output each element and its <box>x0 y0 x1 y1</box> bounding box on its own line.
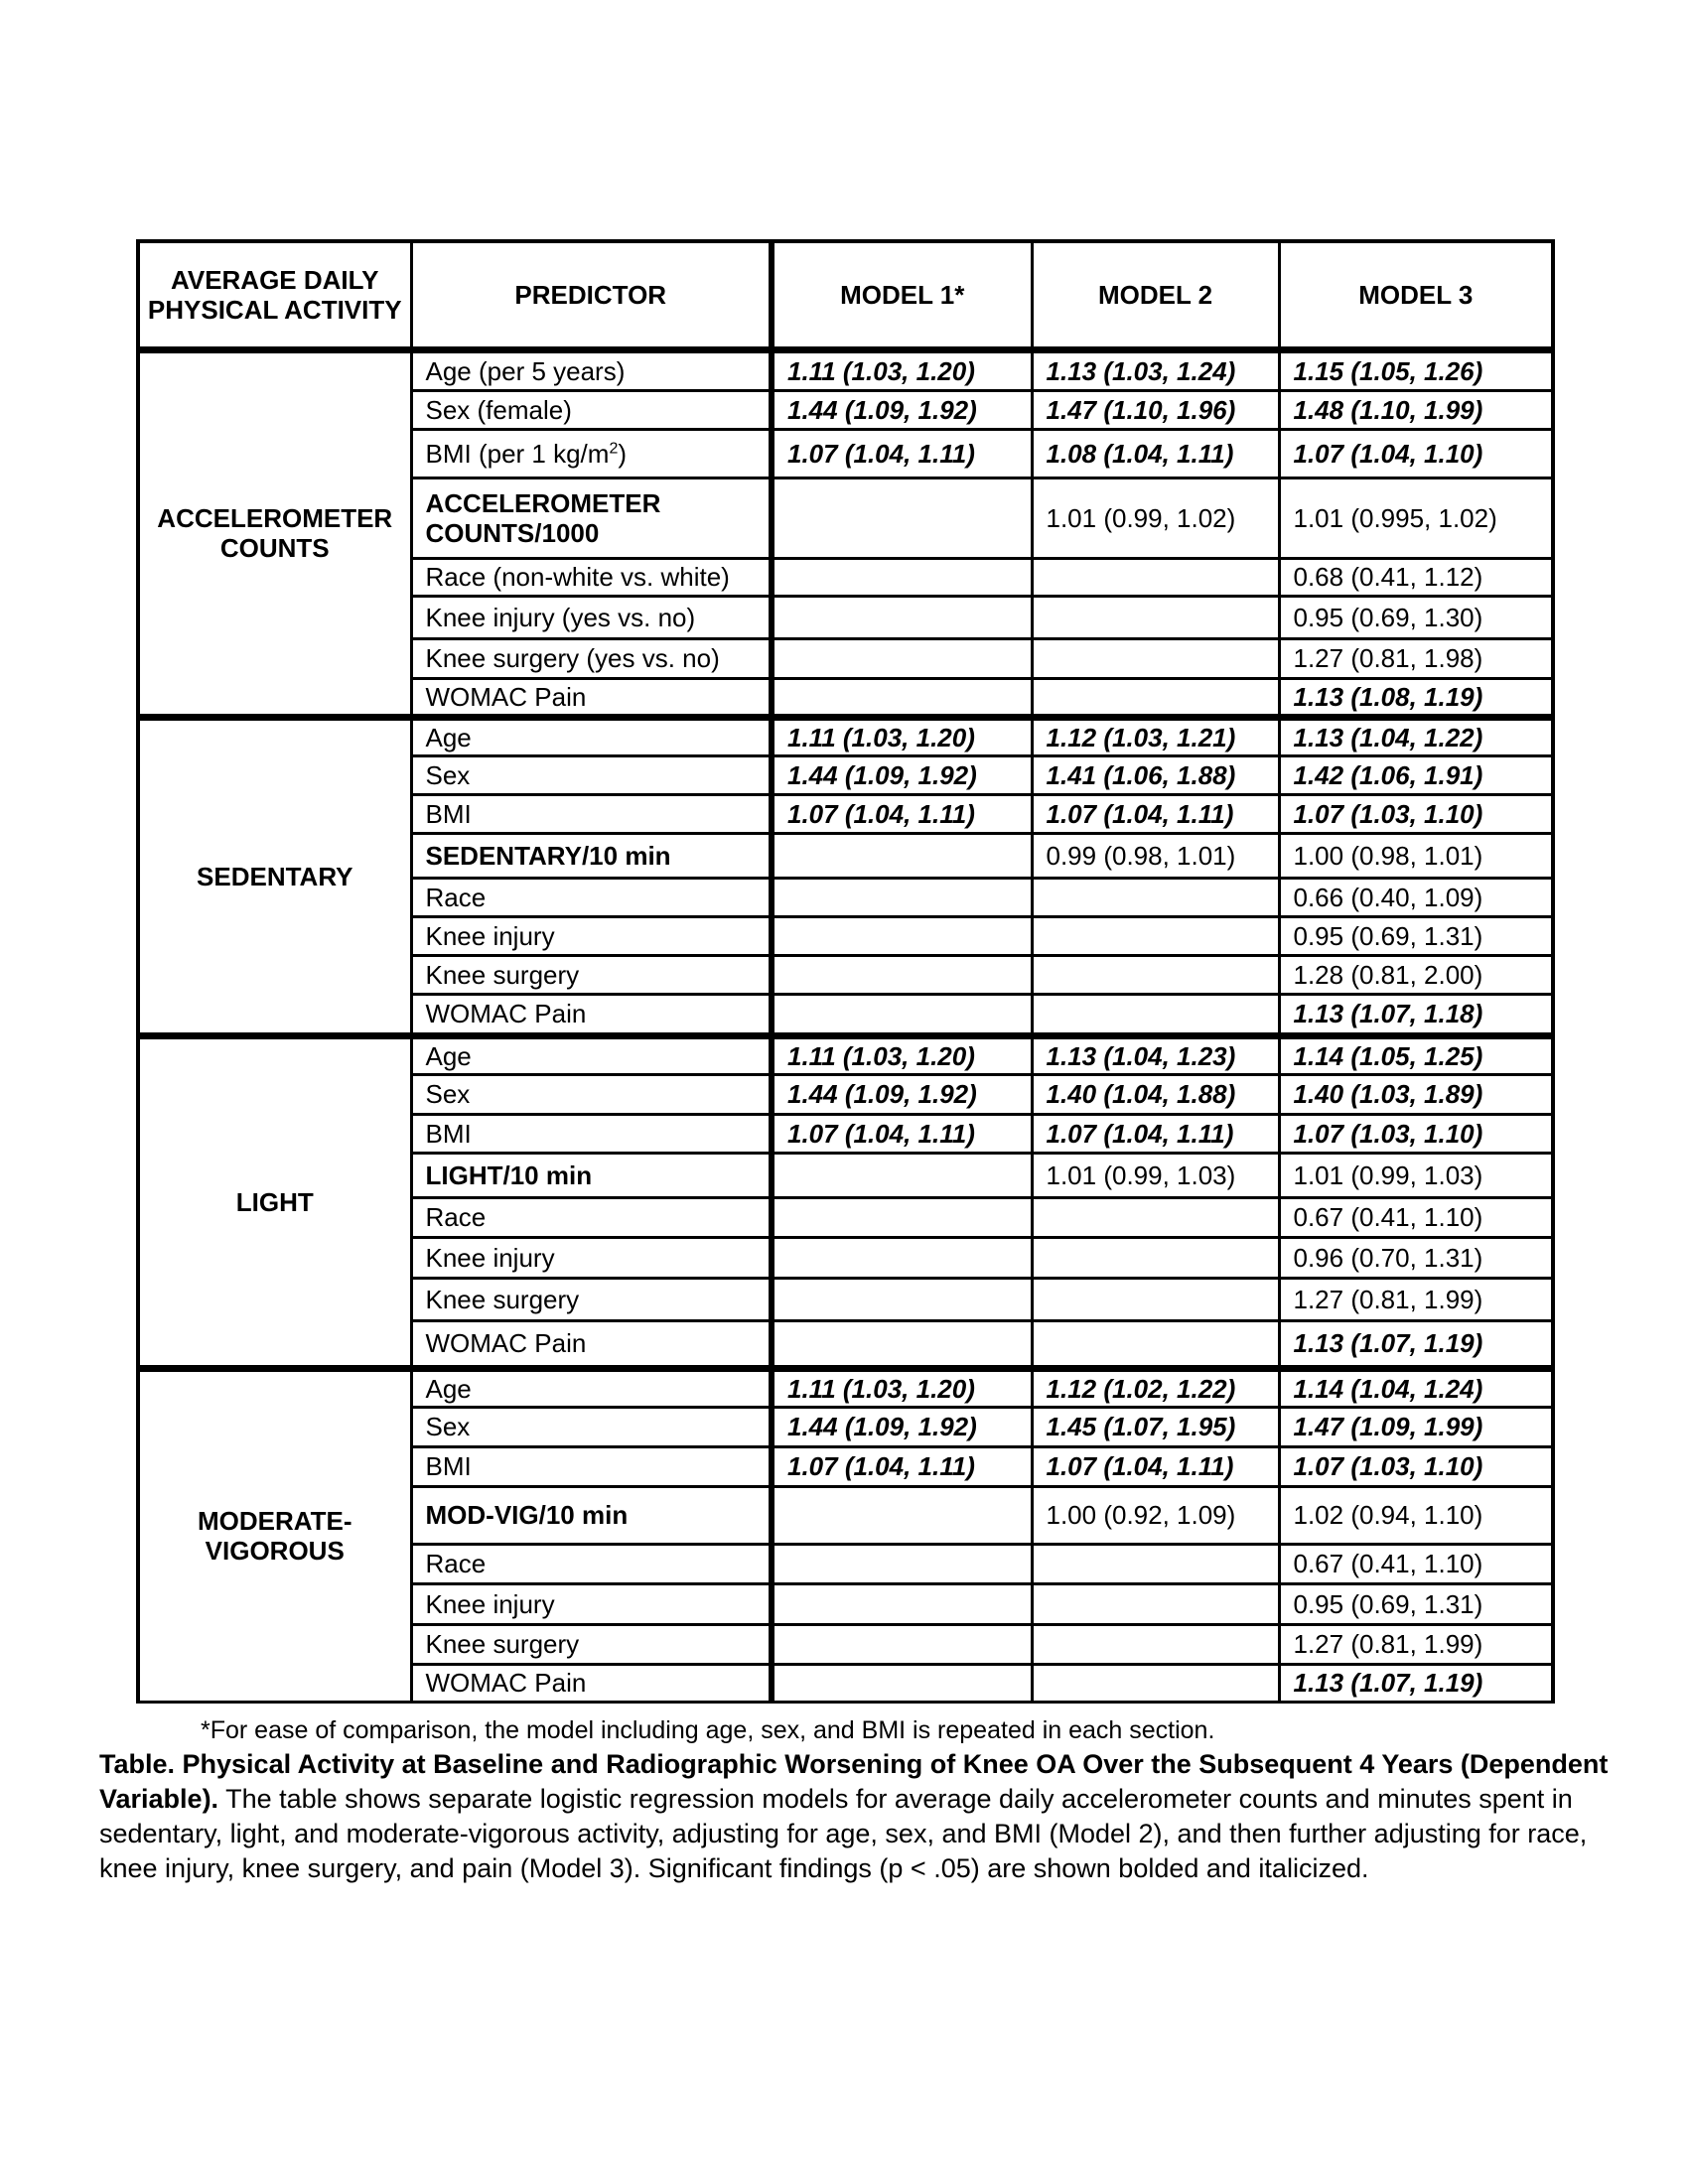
predictor-label: Race <box>425 882 487 912</box>
predictor-cell <box>411 994 772 1035</box>
predictor-cell <box>411 1624 772 1664</box>
predictor-label: Knee surgery <box>425 1284 580 1314</box>
predictor-label: WOMAC Pain <box>425 999 587 1028</box>
model-3-cell: 0.95 (0.69, 1.31) <box>1279 916 1553 955</box>
predictor-label: SEDENTARY/10 min <box>425 840 671 871</box>
model-3-cell: 1.13 (1.08, 1.19) <box>1279 678 1553 717</box>
predictor-label: BMI <box>425 1451 472 1481</box>
model-2-cell: 1.00 (0.92, 1.09) <box>1032 1486 1279 1544</box>
model-1-cell <box>772 1486 1032 1544</box>
model-3-cell: 1.42 (1.06, 1.91) <box>1279 755 1553 794</box>
model-3-cell: 1.27 (0.81, 1.99) <box>1279 1278 1553 1320</box>
predictor-cell <box>411 1368 772 1407</box>
model-2-cell <box>1032 1664 1279 1702</box>
predictor-cell <box>411 429 772 478</box>
model-3-cell: 1.15 (1.05, 1.26) <box>1279 349 1553 390</box>
model-2-cell <box>1032 1197 1279 1237</box>
predictor-label: Sex <box>425 1412 471 1441</box>
model-1-cell: 1.07 (1.04, 1.11) <box>772 429 1032 478</box>
predictor-cell <box>411 1583 772 1624</box>
model-3-cell: 1.13 (1.07, 1.19) <box>1279 1320 1553 1368</box>
predictor-cell <box>411 1074 772 1114</box>
model-3-cell: 1.07 (1.03, 1.10) <box>1279 1446 1553 1486</box>
model-1-cell <box>772 1583 1032 1624</box>
model-2-cell: 1.07 (1.04, 1.11) <box>1032 1114 1279 1153</box>
activity-group-label: ACCELEROMETER COUNTS <box>138 349 411 717</box>
header-model-3: MODEL 3 <box>1279 241 1553 349</box>
predictor-cell <box>411 1407 772 1446</box>
model-1-cell <box>772 1320 1032 1368</box>
predictor-cell <box>411 1197 772 1237</box>
model-3-cell: 0.67 (0.41, 1.10) <box>1279 1544 1553 1583</box>
model-2-cell: 1.13 (1.03, 1.24) <box>1032 349 1279 390</box>
model-3-cell: 1.13 (1.04, 1.22) <box>1279 717 1553 755</box>
header-model-2: MODEL 2 <box>1032 241 1279 349</box>
predictor-label: Knee surgery <box>425 1629 580 1659</box>
model-1-cell: 1.44 (1.09, 1.92) <box>772 390 1032 429</box>
model-3-cell: 0.96 (0.70, 1.31) <box>1279 1237 1553 1278</box>
model-1-cell <box>772 1278 1032 1320</box>
model-1-cell: 1.11 (1.03, 1.20) <box>772 1368 1032 1407</box>
model-3-cell: 0.67 (0.41, 1.10) <box>1279 1197 1553 1237</box>
predictor-cell <box>411 755 772 794</box>
predictor-cell <box>411 1320 772 1368</box>
model-1-cell <box>772 994 1032 1035</box>
predictor-cell <box>411 1664 772 1702</box>
header-model-1: MODEL 1* <box>772 241 1032 349</box>
predictor-cell <box>411 916 772 955</box>
model-1-cell: 1.07 (1.04, 1.11) <box>772 1446 1032 1486</box>
predictor-label: ACCELEROMETER COUNTS/1000 <box>425 487 661 548</box>
model-1-cell <box>772 833 1032 878</box>
model-3-cell: 1.27 (0.81, 1.99) <box>1279 1624 1553 1664</box>
table-row <box>138 717 1553 755</box>
predictor-label: Age (per 5 years) <box>425 355 626 386</box>
model-2-cell: 1.01 (0.99, 1.03) <box>1032 1153 1279 1197</box>
predictor-label: Race <box>425 1202 487 1232</box>
model-2-cell: 1.08 (1.04, 1.11) <box>1032 429 1279 478</box>
predictor-label: BMI <box>425 798 472 829</box>
predictor-label: WOMAC Pain <box>425 1668 587 1698</box>
model-3-cell: 1.07 (1.03, 1.10) <box>1279 794 1553 833</box>
model-1-cell: 1.44 (1.09, 1.92) <box>772 755 1032 794</box>
model-3-cell: 1.14 (1.05, 1.25) <box>1279 1035 1553 1074</box>
predictor-cell <box>411 390 772 429</box>
predictor-label: Sex <box>425 759 471 790</box>
model-2-cell: 1.07 (1.04, 1.11) <box>1032 794 1279 833</box>
model-3-cell: 1.40 (1.03, 1.89) <box>1279 1074 1553 1114</box>
predictor-label: Knee surgery (yes vs. no) <box>425 643 720 673</box>
model-1-cell <box>772 1197 1032 1237</box>
predictor-cell <box>411 1035 772 1074</box>
predictor-label: Race <box>425 1549 487 1578</box>
model-2-cell: 1.12 (1.03, 1.21) <box>1032 717 1279 755</box>
model-1-cell <box>772 878 1032 916</box>
model-2-cell <box>1032 994 1279 1035</box>
model-3-cell: 1.13 (1.07, 1.18) <box>1279 994 1553 1035</box>
model-1-cell: 1.44 (1.09, 1.92) <box>772 1074 1032 1114</box>
model-2-cell <box>1032 1583 1279 1624</box>
model-1-cell: 1.11 (1.03, 1.20) <box>772 1035 1032 1074</box>
predictor-label: Knee injury <box>425 1242 555 1273</box>
predictor-label: Knee surgery <box>425 959 580 990</box>
model-1-cell <box>772 1664 1032 1702</box>
predictor-label: WOMAC Pain <box>425 1328 587 1358</box>
model-1-cell <box>772 596 1032 638</box>
predictor-label: BMI <box>425 1118 472 1149</box>
predictor-cell <box>411 558 772 596</box>
caption-body: The table shows separate logistic regression models for average daily accelerometer counts and minutes spent in sedentary, light, and moderate-vigorous activity, adjusting for age, sex, and BMI (Model 2), and then further adjusting for race, knee injury, knee surgery, and pain (Model 3). Significant findings (p < .05) are shown bolded and italicized. <box>99 1784 1588 1883</box>
table-row <box>138 349 1553 390</box>
table-caption <box>99 1747 1609 1886</box>
header-row <box>138 241 1553 349</box>
model-3-cell: 1.47 (1.09, 1.99) <box>1279 1407 1553 1446</box>
model-3-cell: 1.07 (1.04, 1.10) <box>1279 429 1553 478</box>
model-1-cell <box>772 1624 1032 1664</box>
predictor-cell <box>411 878 772 916</box>
model-2-cell <box>1032 955 1279 994</box>
predictor-cell <box>411 1153 772 1197</box>
table-row <box>138 1035 1553 1074</box>
predictor-cell <box>411 596 772 638</box>
predictor-cell <box>411 717 772 755</box>
predictor-cell <box>411 1278 772 1320</box>
predictor-label: BMI (per 1 kg/m <box>425 438 610 469</box>
header-activity: AVERAGE DAILY PHYSICAL ACTIVITY <box>138 241 411 349</box>
model-3-cell: 1.14 (1.04, 1.24) <box>1279 1368 1553 1407</box>
model-2-cell: 1.41 (1.06, 1.88) <box>1032 755 1279 794</box>
model-2-cell <box>1032 878 1279 916</box>
model-3-cell: 0.66 (0.40, 1.09) <box>1279 878 1553 916</box>
model-1-cell <box>772 478 1032 558</box>
model-2-cell <box>1032 1624 1279 1664</box>
model-2-cell: 1.07 (1.04, 1.11) <box>1032 1446 1279 1486</box>
table-footnote: *For ease of comparison, the model including age, sex, and BMI is repeated in each section. <box>201 1716 1215 1744</box>
model-2-cell: 0.99 (0.98, 1.01) <box>1032 833 1279 878</box>
model-2-cell: 1.01 (0.99, 1.02) <box>1032 478 1279 558</box>
model-2-cell <box>1032 596 1279 638</box>
predictor-label: MOD-VIG/10 min <box>425 1500 629 1530</box>
model-1-cell <box>772 638 1032 678</box>
model-3-cell: 1.00 (0.98, 1.01) <box>1279 833 1553 878</box>
model-3-cell: 0.68 (0.41, 1.12) <box>1279 558 1553 596</box>
model-2-cell: 1.13 (1.04, 1.23) <box>1032 1035 1279 1074</box>
predictor-cell <box>411 794 772 833</box>
model-2-cell: 1.45 (1.07, 1.95) <box>1032 1407 1279 1446</box>
model-1-cell: 1.11 (1.03, 1.20) <box>772 349 1032 390</box>
predictor-label: Age <box>425 1373 472 1404</box>
predictor-label: Knee injury <box>425 920 555 951</box>
predictor-cell <box>411 1446 772 1486</box>
model-2-cell: 1.47 (1.10, 1.96) <box>1032 390 1279 429</box>
model-1-cell <box>772 558 1032 596</box>
model-2-cell <box>1032 916 1279 955</box>
model-3-cell: 1.27 (0.81, 1.98) <box>1279 638 1553 678</box>
superscript: 2 <box>609 439 619 457</box>
predictor-label: Knee injury (yes vs. no) <box>425 602 696 632</box>
predictor-label: Age <box>425 722 472 752</box>
model-2-cell <box>1032 1237 1279 1278</box>
model-1-cell <box>772 916 1032 955</box>
predictor-cell <box>411 1237 772 1278</box>
model-2-cell: 1.40 (1.04, 1.88) <box>1032 1074 1279 1114</box>
model-1-cell <box>772 1153 1032 1197</box>
predictor-suffix: ) <box>618 438 628 469</box>
predictor-cell <box>411 678 772 717</box>
model-2-cell <box>1032 638 1279 678</box>
model-2-cell: 1.12 (1.02, 1.22) <box>1032 1368 1279 1407</box>
model-3-cell: 1.02 (0.94, 1.10) <box>1279 1486 1553 1544</box>
predictor-label: Sex (female) <box>425 394 572 425</box>
predictor-cell <box>411 1114 772 1153</box>
caption-title: Table. Physical Activity at Baseline and Radiographic Worsening of Knee OA Over the Subsequent 4 Years (Dependent Variable). <box>99 1749 1609 1814</box>
model-1-cell <box>772 678 1032 717</box>
model-2-cell <box>1032 558 1279 596</box>
model-1-cell <box>772 1237 1032 1278</box>
model-3-cell: 1.07 (1.03, 1.10) <box>1279 1114 1553 1153</box>
model-1-cell: 1.44 (1.09, 1.92) <box>772 1407 1032 1446</box>
predictor-cell <box>411 955 772 994</box>
header-predictor: PREDICTOR <box>411 241 772 349</box>
model-1-cell: 1.07 (1.04, 1.11) <box>772 1114 1032 1153</box>
model-1-cell: 1.07 (1.04, 1.11) <box>772 794 1032 833</box>
model-2-cell <box>1032 1278 1279 1320</box>
regression-table <box>136 239 1555 1704</box>
model-2-cell <box>1032 1544 1279 1583</box>
model-3-cell: 1.13 (1.07, 1.19) <box>1279 1664 1553 1702</box>
model-3-cell: 0.95 (0.69, 1.31) <box>1279 1583 1553 1624</box>
predictor-cell <box>411 1486 772 1544</box>
predictor-label: Sex <box>425 1079 471 1109</box>
table-body <box>138 349 1553 1702</box>
activity-group-label: SEDENTARY <box>138 717 411 1035</box>
model-2-cell <box>1032 1320 1279 1368</box>
predictor-cell <box>411 478 772 558</box>
predictor-cell <box>411 833 772 878</box>
model-3-cell: 1.28 (0.81, 2.00) <box>1279 955 1553 994</box>
model-1-cell: 1.11 (1.03, 1.20) <box>772 717 1032 755</box>
predictor-label: WOMAC Pain <box>425 681 587 712</box>
predictor-cell <box>411 1544 772 1583</box>
model-1-cell <box>772 955 1032 994</box>
model-2-cell <box>1032 678 1279 717</box>
activity-group-label: MODERATE-VIGOROUS <box>138 1368 411 1702</box>
predictor-label: Race (non-white vs. white) <box>425 562 730 592</box>
predictor-label: Age <box>425 1040 472 1071</box>
model-3-cell: 1.01 (0.995, 1.02) <box>1279 478 1553 558</box>
model-3-cell: 1.48 (1.10, 1.99) <box>1279 390 1553 429</box>
table-row <box>138 1368 1553 1407</box>
activity-group-label: LIGHT <box>138 1035 411 1368</box>
predictor-cell <box>411 349 772 390</box>
model-3-cell: 1.01 (0.99, 1.03) <box>1279 1153 1553 1197</box>
predictor-cell <box>411 638 772 678</box>
model-1-cell <box>772 1544 1032 1583</box>
predictor-label: LIGHT/10 min <box>425 1160 593 1190</box>
predictor-label: Knee injury <box>425 1588 555 1619</box>
model-3-cell: 0.95 (0.69, 1.30) <box>1279 596 1553 638</box>
